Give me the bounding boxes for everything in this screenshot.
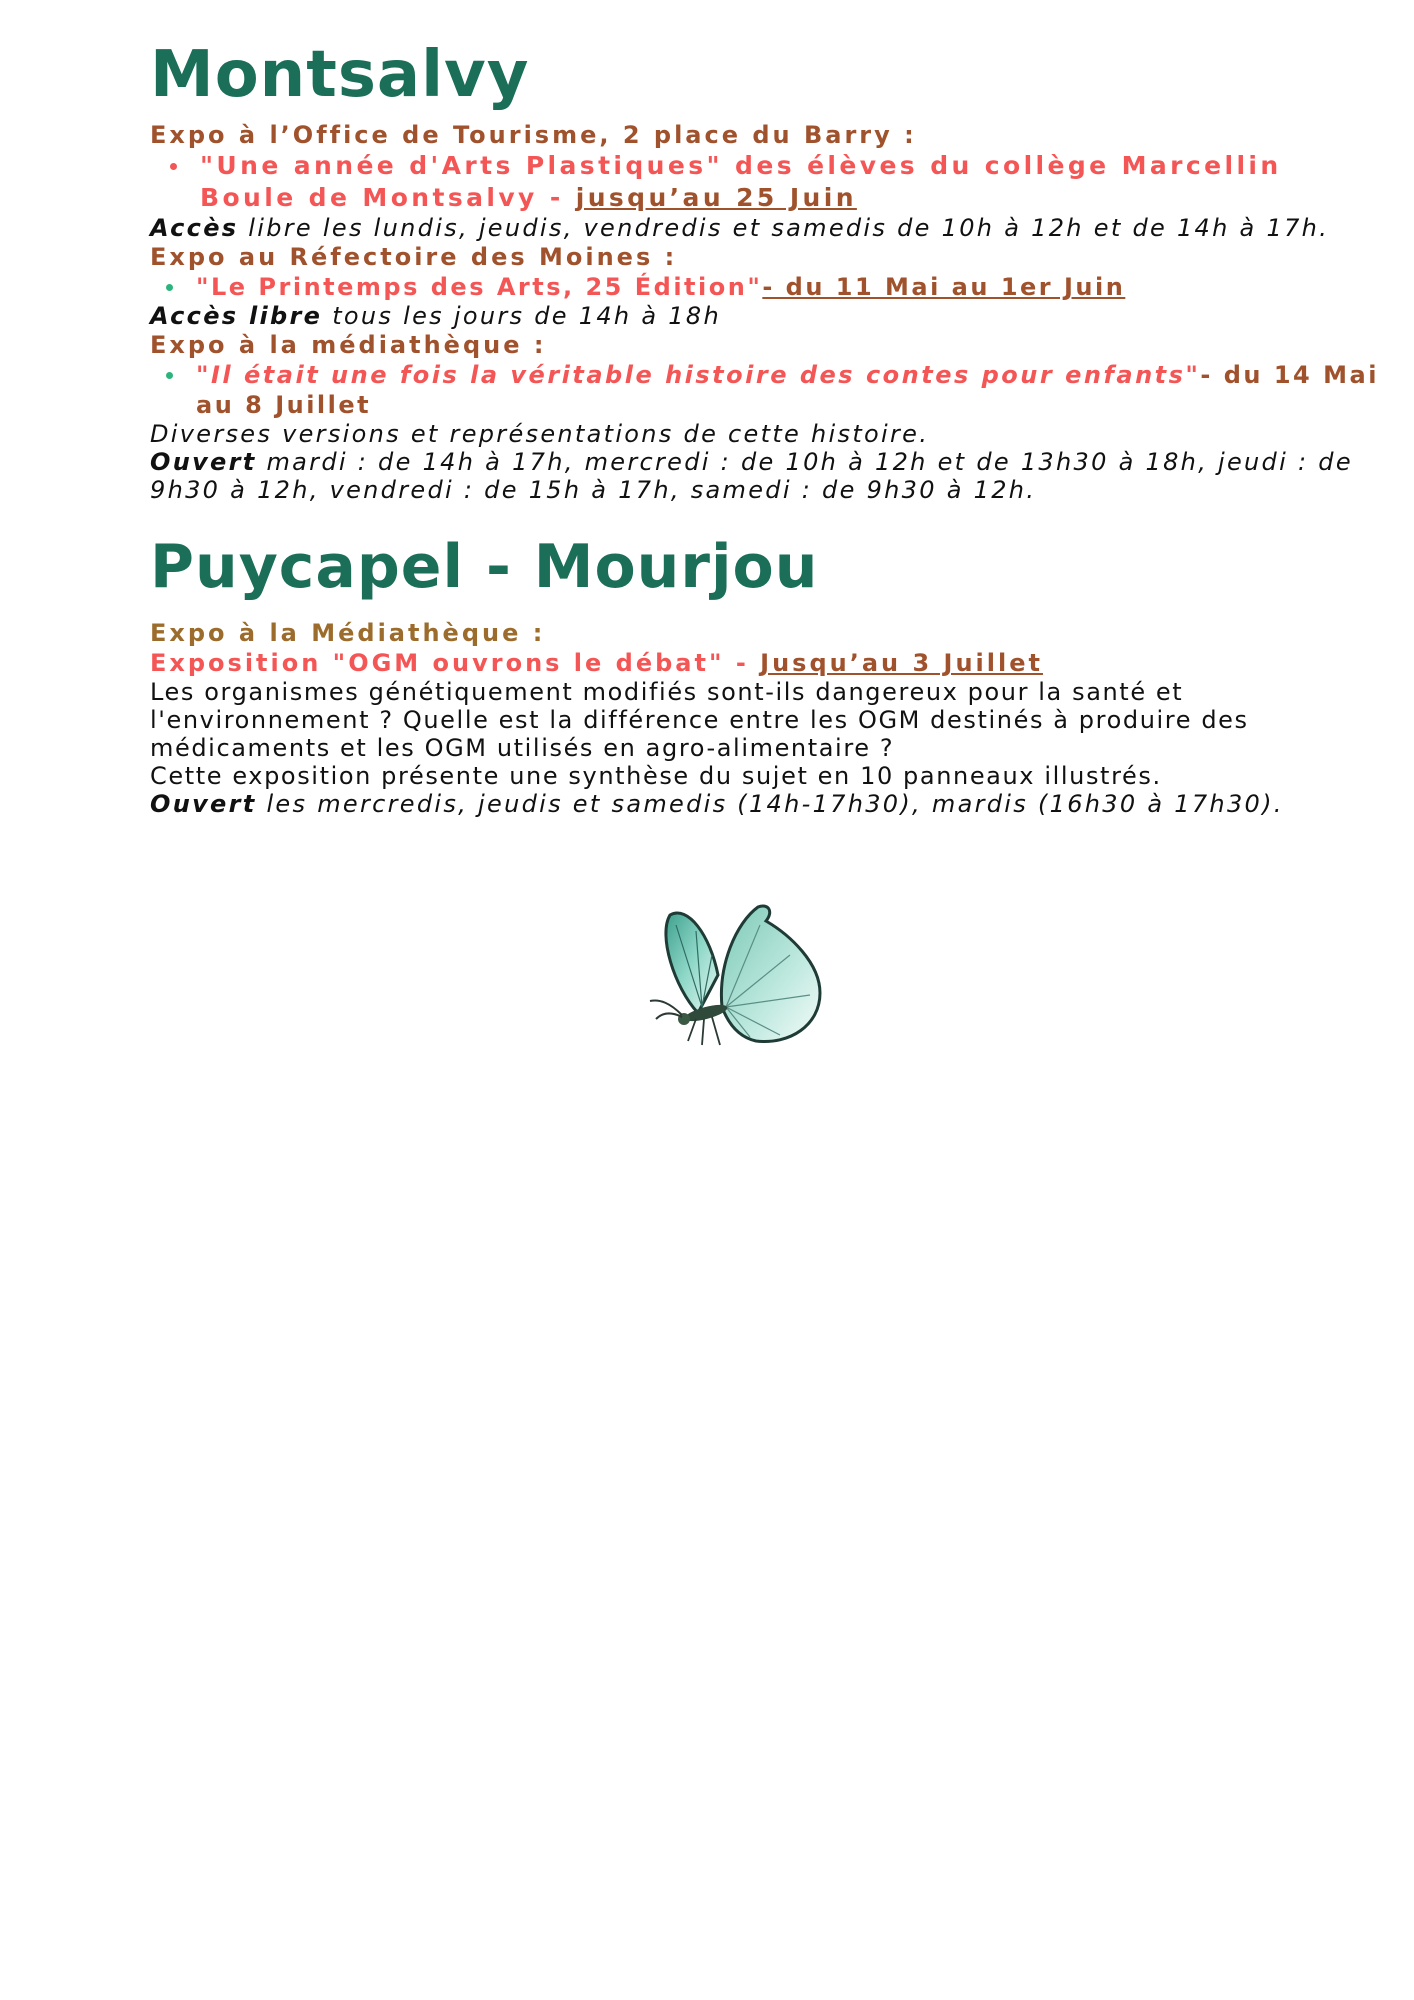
mediatheque-heading: Expo à la médiathèque :: [150, 331, 547, 360]
refectoire-heading: Expo au Réfectoire des Moines :: [150, 243, 678, 272]
montsalvy-title: Montsalvy: [150, 38, 530, 112]
puycapel-heading: Expo à la Médiathèque :: [150, 619, 546, 648]
office-item-title: "Une année d'Arts Plastiques" des élèves du collège Marcellin Boule de Montsalvy -: [200, 151, 1282, 213]
office-access: [150, 214, 1380, 242]
mediatheque-item-title: "Il était une fois la véritable histoire des contes pour enfants": [196, 361, 1201, 390]
office-heading: Expo à l’Office de Tourisme, 2 place du Barry :: [150, 121, 917, 150]
list-item: [150, 150, 1380, 214]
page: [150, 40, 1380, 818]
mediatheque-open-text: mardi : de 14h à 17h, mercredi : de 10h à 12h et de 13h30 à 18h, jeudi : de 9h30 à 12h, vendredi : de 15h à 17h, samedi : de 9h30 à 12h.: [150, 448, 1353, 505]
bullet-icon: [166, 372, 173, 379]
puycapel-paragraph-1: Les organismes génétiquement modifiés sont-ils dangereux pour la santé et l'environnement ? Quelle est la différence entre les OGM destinés à produire des médicaments et les OGM utilisés en agro-alimentaire ?: [150, 678, 1249, 763]
office-access-label: Accès: [150, 214, 239, 243]
refectoire-list: [150, 272, 1380, 302]
mediatheque-description: Diverses versions et représentations de cette histoire.: [150, 420, 930, 449]
office-list: [150, 150, 1380, 214]
puycapel-hours: [150, 790, 1380, 818]
list-item: [150, 272, 1380, 302]
mediatheque-hours: [150, 448, 1380, 504]
bullet-icon: [170, 163, 177, 170]
puycapel-paragraph-2: Cette exposition présente une synthèse du sujet en 10 panneaux illustrés.: [150, 762, 1162, 791]
puycapel-open-label: Ouvert: [150, 790, 257, 819]
puycapel-expo: [150, 648, 1380, 678]
mediatheque-list: [150, 360, 1380, 420]
mediatheque-open-label: Ouvert: [150, 448, 257, 477]
office-access-text: libre les lundis, jeudis, vendredis et samedis de 10h à 12h et de 14h à 17h.: [238, 214, 1330, 243]
refectoire-access-text: tous les jours de 14h à 18h: [322, 302, 721, 331]
bullet-icon: [166, 284, 173, 291]
butterfly-icon: [640, 895, 840, 1065]
list-item: [150, 360, 1380, 420]
refectoire-access: [150, 302, 1380, 330]
refectoire-item-date: - du 11 Mai au 1er Juin: [762, 273, 1126, 302]
puycapel-title: Puycapel - Mourjou: [150, 532, 819, 603]
puycapel-expo-title: Exposition "OGM ouvrons le débat" -: [150, 649, 761, 678]
puycapel-open-text: les mercredis, jeudis et samedis (14h-17h30), mardis (16h30 à 17h30).: [256, 790, 1284, 819]
refectoire-access-label: Accès libre: [150, 302, 323, 331]
mediatheque-item-date: - du 14 Mai au 8 Juillet: [196, 361, 1379, 420]
puycapel-expo-date: Jusqu’au 3 Juillet: [760, 649, 1043, 678]
office-item-date: jusqu’au 25 Juin: [575, 183, 857, 213]
refectoire-item-title: "Le Printemps des Arts, 25 Édition": [196, 273, 763, 302]
